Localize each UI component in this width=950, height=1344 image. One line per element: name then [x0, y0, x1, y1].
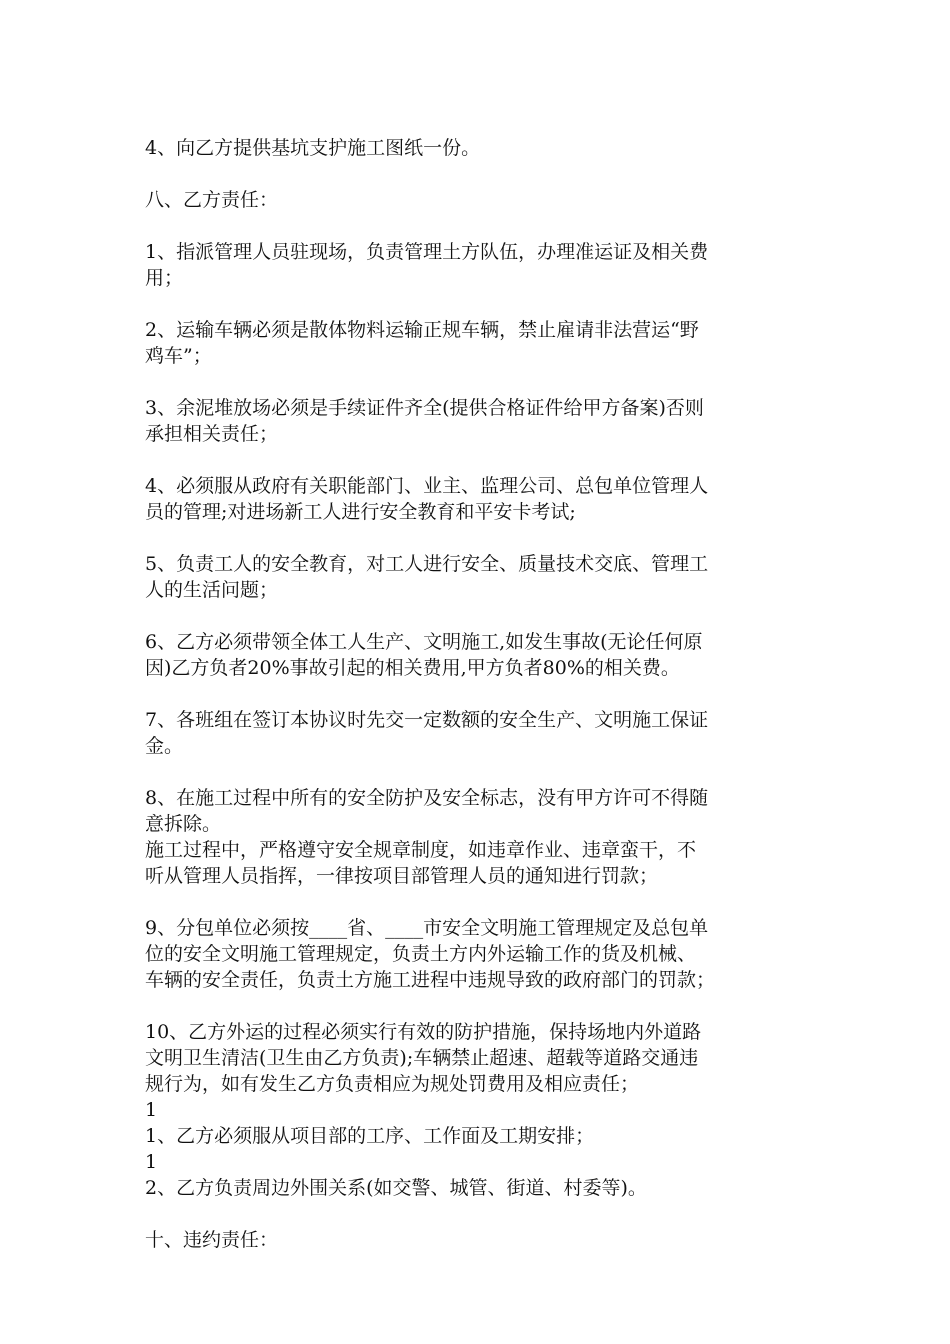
text-line: 2、运输车辆必须是散体物料运输正规车辆，禁止雇请非法营运“野: [145, 319, 699, 341]
text-line: 鸡车”；: [145, 345, 212, 367]
document-body: [145, 135, 810, 1253]
text-line: 规行为，如有发生乙方负责相应为规处罚费用及相应责任；: [145, 1073, 640, 1095]
paragraph: [145, 187, 810, 213]
paragraph: [145, 785, 810, 889]
text-line: 10、乙方外运的过程必须实行有效的防护措施，保持场地内外道路: [145, 1021, 702, 1043]
text-line: 承担相关责任；: [145, 423, 279, 445]
text-line: 车辆的安全责任，负责土方施工进程中违规导致的政府部门的罚款；: [145, 969, 716, 991]
paragraph: [145, 239, 810, 291]
text-line: 文明卫生清洁(卫生由乙方负责);车辆禁止超速、超载等道路交通违: [145, 1047, 699, 1069]
text-line: 2、乙方负责周边外围关系(如交警、城管、街道、村委等)。: [145, 1177, 647, 1199]
text-line: 8、在施工过程中所有的安全防护及安全标志，没有甲方许可不得随: [145, 787, 709, 809]
text-line: 听从管理人员指挥，一律按项目部管理人员的通知进行罚款；: [145, 865, 659, 887]
text-line: 金。: [145, 735, 184, 757]
text-line: 位的安全文明施工管理规定，负责土方内外运输工作的货及机械、: [145, 943, 697, 965]
paragraph: [145, 1227, 810, 1253]
paragraph: [145, 395, 810, 447]
text-line: 员的管理;对进场新工人进行安全教育和平安卡考试;: [145, 501, 576, 523]
paragraph: [145, 629, 810, 681]
text-line: 1、指派管理人员驻现场，负责管理土方队伍，办理准运证及相关费: [145, 241, 709, 263]
text-line: 人的生活问题；: [145, 579, 279, 601]
text-line: 4、必须服从政府有关职能部门、业主、监理公司、总包单位管理人: [145, 475, 709, 497]
text-line: 4、向乙方提供基坑支护施工图纸一份。: [145, 137, 481, 159]
text-line: 十、违约责任：: [145, 1229, 279, 1251]
text-line: 施工过程中，严格遵守安全规章制度，如违章作业、违章蛮干，不: [145, 839, 697, 861]
text-line: 5、负责工人的安全教育，对工人进行安全、质量技术交底、管理工: [145, 553, 709, 575]
paragraph: [145, 915, 810, 993]
paragraph: [145, 707, 810, 759]
paragraph: [145, 473, 810, 525]
text-line: 3、余泥堆放场必须是手续证件齐全(提供合格证件给甲方备案)否则: [145, 397, 704, 419]
text-line: 1: [145, 1151, 158, 1173]
paragraph: [145, 1019, 810, 1201]
paragraph: [145, 135, 810, 161]
text-line: 1: [145, 1099, 158, 1121]
text-line: 因)乙方负者20%事故引起的相关费用,甲方负者80%的相关费。: [145, 657, 680, 679]
paragraph: [145, 317, 810, 369]
text-line: 1、乙方必须服从项目部的工序、工作面及工期安排；: [145, 1125, 595, 1147]
text-line: 八、乙方责任：: [145, 189, 279, 211]
text-line: 6、乙方必须带领全体工人生产、文明施工,如发生事故(无论任何原: [145, 631, 703, 653]
text-line: 7、各班组在签订本协议时先交一定数额的安全生产、文明施工保证: [145, 709, 709, 731]
text-line: 意拆除。: [145, 813, 222, 835]
text-line: 9、分包单位必须按____省、____市安全文明施工管理规定及总包单: [145, 917, 709, 939]
text-line: 用；: [145, 267, 184, 289]
paragraph: [145, 551, 810, 603]
